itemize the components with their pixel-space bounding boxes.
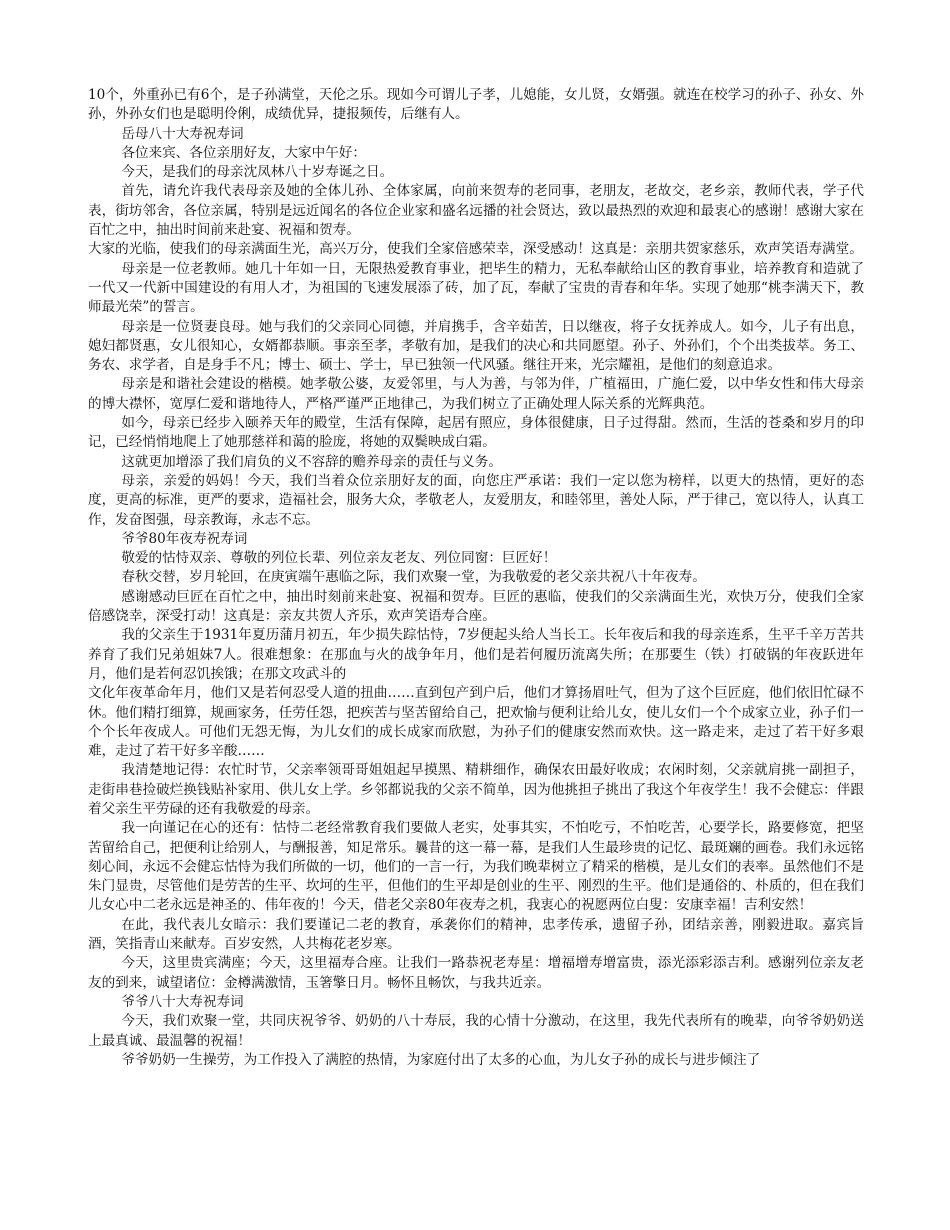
- paragraph: 我的父亲生于1931年夏历蒲月初五，年少损失踪怙恃，7岁便起头给人当长工。长年夜后和我的母亲连系，生平千辛万苦共养育了我们兄弟姐妹7人。很难想象：在那血与火的战争年月，他们是若何履历流离失所；在那要生（铁）打破锅的年夜跃进年月，他们是若何忍饥挨饿；在那文攻武斗的: [88, 627, 864, 682]
- paragraph: 我清楚地记得：农忙时节，父亲率领哥哥姐姐起早摸黑、精耕细作，确保农田最好收成；农闲时刻，父亲就肩挑一副担子，走街串巷捡破烂换钱贴补家用、供儿女上学。乡邻都说我的父亲不简单，因为他挑担子挑出了我这个年夜学生！我不会健忘：伴跟着父亲生平劳碌的还有我敬爱的母亲。: [88, 762, 864, 817]
- paragraph: 在此，我代表儿女暗示：我们要谨记二老的教育，承袭你们的精神，忠孝传承，遗留子孙，团结亲善，刚毅进取。嘉宾旨酒，笑指青山来献寿。百岁安然，人共梅花老岁寒。: [88, 916, 864, 953]
- paragraph: 如今，母亲已经步入颐养天年的殿堂，生活有保障，起居有照应，身体很健康，日子过得甜。然而，生活的苍桑和岁月的印记，已经悄悄地爬上了她那慈祥和蔼的脸庞，将她的双鬓映成白霜。: [88, 415, 864, 451]
- paragraph: 母亲，亲爱的妈妈！今天，我们当着众位亲朋好友的面，向您庄严承诺：我们一定以您为榜样，以更大的热情，更好的态度，更高的标准，更严的要求，造福社会，服务大众，孝敬老人，友爱朋友，和睦邻里，善处人际，严于律己，宽以待人，认真工作，发奋图强，母亲教诲，永志不忘。: [88, 472, 864, 528]
- paragraph: 大家的光临，使我们的母亲满面生光，高兴万分，使我们全家倍感荣幸，深受感动！这真是：亲朋共贺家慈乐，欢声笑语寿满堂。: [88, 241, 863, 258]
- paragraph: 首先，请允许我代表母亲及她的全体儿孙、全体家属，向前来贺寿的老同事，老朋友，老故交，老乡亲，教师代表，学子代表，街坊邻舍，各位亲属，特别是远近闻名的各位企业家和盛名远播的社会贤达，致以最热烈的欢迎和最衷心的感谢！感谢大家在百忙之中，抽出时间前来赴宴、祝福和贺寿。: [88, 183, 864, 239]
- paragraph: 爷爷奶奶一生操劳，为工作投入了满腔的热情，为家庭付出了太多的心血，为儿女子孙的成长与进步倾注了: [121, 1051, 761, 1068]
- paragraph: 今天，是我们的母亲沈凤林八十岁寿诞之日。: [121, 164, 394, 181]
- paragraph: 今天，这里贵宾满座；今天，这里福寿合座。让我们一路恭祝老寿星：增福增寿增富贵，添光添彩添吉利。感谢列位亲友老友的到来，诚望诸位：金樽满激情，玉箸擎日月。畅怀且畅饮，与我共近亲。: [88, 955, 864, 991]
- paragraph: 今天，我们欢聚一堂，共同庆祝爷爷、奶奶的八十寿辰，我的心情十分激动，在这里，我先代表所有的晚辈，向爷爷奶奶送上最真诚、最温馨的祝福！: [88, 1013, 864, 1049]
- paragraph: 各位来宾、各位亲朋好友，大家中午好：: [121, 144, 366, 161]
- section-title: 爷爷80年夜寿祝寿词: [121, 530, 248, 547]
- paragraph: 感谢感动巨匠在百忙之中，抽出时刻前来赴宴、祝福和贺寿。巨匠的惠临，使我们的父亲满面生光，欢快万分，使我们全家倍感饶幸，深受打动！这真是：亲友共贺人齐乐，欢声笑语寿合座。: [88, 588, 864, 625]
- section-title: 岳母八十大寿祝寿词: [121, 125, 244, 142]
- paragraph: 这就更加增添了我们肩负的义不容辞的赡养母亲的责任与义务。: [121, 453, 502, 470]
- paragraph: 10个，外重孙已有6个，是子孙满堂，天伦之乐。现如今可谓儿子孝，儿媳能，女儿贤，女婿强。就连在校学习的孙子、孙女、外孙，外孙女们也是聪明伶俐，成绩优异，捷报频传，后继有人。: [88, 87, 864, 123]
- paragraph: 敬爱的怙恃双亲、尊敬的列位长辈、列位亲友老友、列位同窗：巨匠好！: [121, 550, 557, 567]
- paragraph: 母亲是一位贤妻良母。她与我们的父亲同心同德，并肩携手，含辛茹苦，日以继夜，将子女抚养成人。如今，儿子有出息，媳妇都贤惠，女儿很知心，女婿都恭顺。事亲至孝，孝敬有加，是我们的决心和共同愿望。孙子、外孙们，个个出类拔萃。务工、务农、求学者，自是身手不凡；博士、硕士、学士，早已独领一代风骚。继往开来，光宗耀祖，是他们的刻意追求。: [88, 318, 864, 374]
- paragraph: 母亲是一位老教师。她几十年如一日，无限热爱教育事业，把毕生的精力，无私奉献给山区的教育事业，培养教育和造就了一代又一代新中国建设的有用人才，为祖国的飞速发展添了砖，加了瓦，奉献了宝贵的青春和年华。实现了她那“桃李满天下，教师最光荣”的誓言。: [88, 260, 864, 316]
- paragraph: 文化年夜革命年月，他们又是若何忍受人道的扭曲……直到包产到户后，他们才算扬眉吐气，但为了这个巨匠庭，他们依旧忙碌不休。他们精打细算，规画家务，任劳任怨，把疾苦与坚苦留给自己，把欢愉与便利让给儿女，使儿女们一个个成家立业，孙子们一个个长年夜成人。可他们无怨无悔，为儿女们的成长成家而欣慰，为孙子们的健康安然而欢快。这一路走来，走过了若干好多艰难，走过了若干好多辛酸……: [88, 685, 864, 760]
- section-title: 爷爷八十大寿祝寿词: [121, 993, 244, 1010]
- paragraph: 春秋交替，岁月轮回，在庚寅端午惠临之际，我们欢聚一堂，为我敬爱的老父亲共祝八十年夜寿。: [121, 569, 706, 586]
- paragraph: 母亲是和谐社会建设的楷模。她孝敬公婆，友爱邻里，与人为善，与邻为伴，广植福田，广施仁爱，以中华女性和伟大母亲的博大襟怀，宽厚仁爱和谐地待人，严格严谨严正地律己，为我们树立了正确处理人际关系的光辉典范。: [88, 376, 864, 412]
- paragraph: 我一向谨记在心的还有：怙恃二老经常教育我们要做人老实，处事其实，不怕吃亏，不怕吃苦，心要学长，路要修宽，把坚苦留给自己，把便利让给别人，与酬报善，知足常乐。曩昔的这一幕一幕，是我们人生最珍贵的记忆、最斑斓的画卷。我们永远铭刻心间，永远不会健忘怙恃为我们所做的一切，他们的一言一行，为我们晚辈树立了精采的楷模，是儿女们的表率。虽然他们不是朱门显贵，尽管他们是劳苦的生平、坎坷的生平，但他们的生平却是创业的生平、刚烈的生平。他们是通俗的、朴质的，但在我们儿女心中二老永远是神圣的、伟年夜的！今天，借老父亲80年夜寿之机，我衷心的祝愿两位白叟：安康幸福！吉利安然！: [88, 820, 864, 914]
